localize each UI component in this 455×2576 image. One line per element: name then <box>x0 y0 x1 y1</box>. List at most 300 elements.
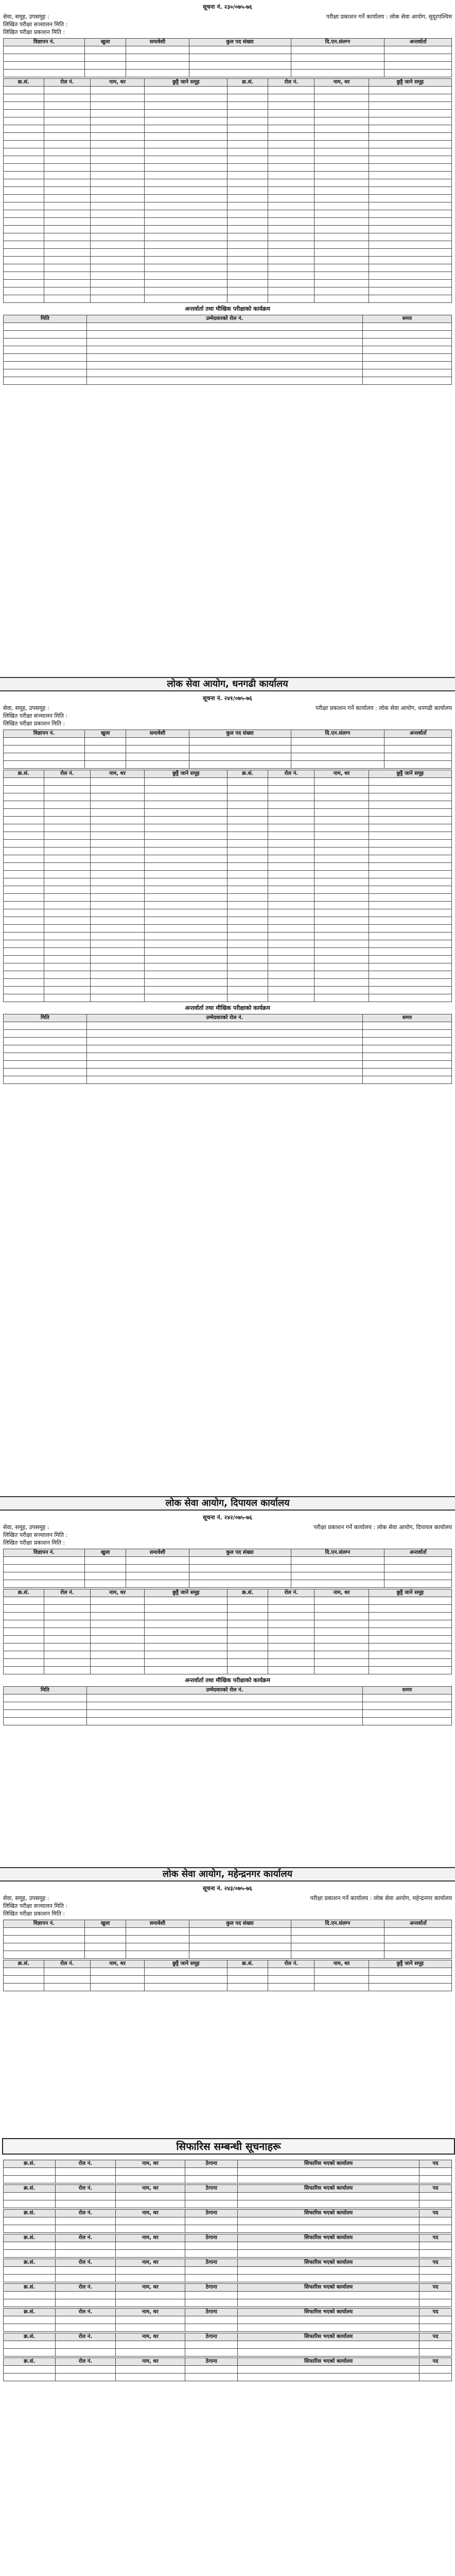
recommendation-cell <box>56 2349 115 2357</box>
table-cell <box>145 886 227 894</box>
recommendation-header-cell: क्र.सं. <box>4 2210 56 2217</box>
table-cell <box>369 110 451 117</box>
table-cell <box>145 94 227 102</box>
table-cell <box>369 125 451 133</box>
recommendation-cell <box>419 2267 452 2275</box>
schedule-header-cell: मिति <box>4 1687 87 1694</box>
recommendation-header-row <box>4 2333 452 2341</box>
recommendation-cell <box>185 2299 238 2307</box>
table-cell <box>44 226 90 233</box>
notice-serial: सूचना नं. २४३/०७५-७६ <box>203 1885 252 1892</box>
recommendation-cell <box>185 2349 238 2357</box>
table-cell <box>90 125 144 133</box>
table-cell <box>4 187 44 195</box>
table-cell <box>4 956 44 963</box>
summary-header-cell: अन्तर्वार्ता <box>384 1920 452 1928</box>
table-cell <box>268 786 314 793</box>
table-row <box>4 1976 452 1984</box>
candidate-header-cell: नाम, थर <box>90 1589 144 1597</box>
summary-cell <box>126 1928 189 1936</box>
table-cell <box>369 1605 451 1613</box>
schedule-cell <box>362 1022 451 1030</box>
summary-header-cell: खुला <box>84 730 126 738</box>
summary-cell <box>189 46 291 54</box>
table-cell <box>227 102 268 110</box>
summary-cell <box>126 753 189 761</box>
table-cell <box>145 1667 227 1674</box>
recommendation-cell <box>419 2349 452 2357</box>
recommendation-header-cell: ठेगाना <box>185 2358 238 2366</box>
summary-cell <box>291 1936 384 1943</box>
recommendation-cell <box>4 2374 56 2381</box>
recommendation-cell <box>56 2200 115 2208</box>
table-cell <box>227 1659 268 1667</box>
recommendation-header-cell: ठेगाना <box>185 2309 238 2316</box>
table-cell <box>145 878 227 886</box>
table-cell <box>314 1605 369 1613</box>
table-cell <box>145 832 227 840</box>
table-cell <box>227 117 268 125</box>
table-cell <box>369 117 451 125</box>
recommendation-header-cell: नाम, थर <box>115 2284 185 2292</box>
recommendation-header-cell: क्र.सं. <box>4 2234 56 2242</box>
table-cell <box>369 264 451 272</box>
table-cell <box>4 801 44 809</box>
table-cell <box>314 994 369 1002</box>
schedule-cell <box>4 1053 87 1061</box>
table-cell <box>145 287 227 295</box>
header-left: लिखित परीक्षा सञ्चालन मिति : <box>3 21 68 28</box>
schedule-cell <box>362 362 451 369</box>
table-cell <box>4 1636 44 1643</box>
recommendation-row <box>4 2250 452 2258</box>
table-cell <box>268 272 314 280</box>
candidate-header-cell: रोल नं. <box>44 770 90 778</box>
table-cell <box>268 133 314 141</box>
candidate-header-cell: क्र.सं. <box>4 1589 44 1597</box>
schedule-cell <box>362 1030 451 1038</box>
recommendation-header-row <box>4 2259 452 2267</box>
table-cell <box>369 832 451 840</box>
table-cell <box>4 280 44 287</box>
table-cell <box>145 971 227 979</box>
table-cell <box>90 141 144 148</box>
summary-cell <box>126 745 189 753</box>
summary-cell <box>291 1951 384 1959</box>
summary-cell <box>384 1557 452 1565</box>
table-row <box>4 809 452 817</box>
header-left: लिखित परीक्षा सञ्चालन मिति : <box>3 713 68 719</box>
table-cell <box>90 164 144 172</box>
recommendation-header-cell: पद <box>419 2185 452 2193</box>
table-cell <box>227 148 268 156</box>
summary-header-cell: दि.एन.संलग्न <box>291 730 384 738</box>
recommendation-table <box>3 2283 452 2307</box>
summary-table <box>3 1920 452 1959</box>
table-cell <box>369 287 451 295</box>
table-cell <box>44 133 90 141</box>
summary-cell <box>4 1572 85 1580</box>
table-cell <box>44 786 90 793</box>
table-cell <box>369 1613 451 1620</box>
recommendation-cell <box>238 2168 419 2176</box>
table-row <box>4 117 452 125</box>
table-cell <box>227 164 268 172</box>
table-cell <box>4 172 44 179</box>
recommendation-header-cell: ठेगाना <box>185 2234 238 2242</box>
header-row <box>3 704 452 712</box>
summary-cell <box>126 1936 189 1943</box>
table-cell <box>314 840 369 848</box>
table-cell <box>227 280 268 287</box>
recommendation-row <box>4 2275 452 2282</box>
table-row <box>4 125 452 133</box>
table-cell <box>145 87 227 94</box>
table-cell <box>227 1613 268 1620</box>
table-cell <box>44 87 90 94</box>
table-cell <box>90 102 144 110</box>
table-cell <box>145 1597 227 1605</box>
table-cell <box>314 1968 369 1976</box>
table-row <box>4 832 452 840</box>
recommendation-cell <box>238 2299 419 2307</box>
table-cell <box>369 933 451 940</box>
table-cell <box>44 940 90 948</box>
table-cell <box>268 956 314 963</box>
schedule-row <box>4 1710 452 1718</box>
table-cell <box>44 1667 90 1674</box>
recommendation-header-cell: नाम, थर <box>115 2259 185 2267</box>
table-cell <box>44 241 90 249</box>
table-cell <box>90 202 144 210</box>
table-cell <box>145 1605 227 1613</box>
table-cell <box>4 226 44 233</box>
table-cell <box>227 1976 268 1984</box>
schedule-cell <box>4 1030 87 1038</box>
table-cell <box>314 793 369 801</box>
schedule-cell <box>86 1030 362 1038</box>
table-cell <box>145 871 227 878</box>
table-cell <box>314 249 369 257</box>
summary-cell <box>384 1928 452 1936</box>
table-cell <box>4 809 44 817</box>
table-cell <box>4 210 44 218</box>
table-cell <box>314 902 369 909</box>
table-cell <box>90 280 144 287</box>
recommendation-cell <box>419 2168 452 2176</box>
recommendation-cell <box>419 2292 452 2299</box>
table-cell <box>90 940 144 948</box>
table-row <box>4 233 452 241</box>
table-cell <box>227 295 268 303</box>
schedule-cell <box>362 1702 451 1710</box>
table-cell <box>268 257 314 264</box>
table-cell <box>44 1643 90 1651</box>
table-row <box>4 855 452 863</box>
summary-row <box>4 1557 452 1565</box>
table-cell <box>90 886 144 894</box>
summary-cell <box>84 1936 126 1943</box>
header-row <box>3 1539 452 1547</box>
table-cell <box>268 832 314 840</box>
summary-cell <box>4 1943 85 1951</box>
recommendation-header-cell: क्र.सं. <box>4 2333 56 2341</box>
table-cell <box>90 956 144 963</box>
schedule-cell <box>86 362 362 369</box>
recommendation-cell <box>419 2341 452 2349</box>
table-cell <box>44 956 90 963</box>
table-cell <box>227 948 268 956</box>
recommendation-header-cell: सिफारिस भएको कार्यालय <box>238 2309 419 2316</box>
header-left: लिखित परीक्षा सञ्चालन मिति : <box>3 1532 68 1538</box>
summary-cell <box>4 54 85 62</box>
table-row <box>4 1605 452 1613</box>
summary-header-cell: अन्तर्वार्ता <box>384 39 452 46</box>
table-cell <box>314 1659 369 1667</box>
table-cell <box>314 148 369 156</box>
table-cell <box>44 287 90 295</box>
schedule-cell <box>86 1076 362 1084</box>
table-cell <box>145 1968 227 1976</box>
table-cell <box>268 971 314 979</box>
table-cell <box>314 141 369 148</box>
recommendation-cell <box>185 2225 238 2233</box>
table-row <box>4 110 452 117</box>
table-cell <box>44 871 90 878</box>
recommendation-table <box>3 2358 452 2381</box>
table-row <box>4 940 452 948</box>
table-cell <box>145 1643 227 1651</box>
schedule-cell <box>362 323 451 331</box>
table-cell <box>4 902 44 909</box>
notice-section <box>0 2 455 386</box>
recommendation-header-cell: क्र.सं. <box>4 2284 56 2292</box>
table-cell <box>369 778 451 786</box>
table-cell <box>314 1667 369 1674</box>
summary-row <box>4 1936 452 1943</box>
schedule-cell <box>4 362 87 369</box>
table-cell <box>369 824 451 832</box>
summary-header-cell: समावेशी <box>126 1920 189 1928</box>
table-cell <box>227 272 268 280</box>
recommendation-cell <box>115 2168 185 2176</box>
table-cell <box>227 1643 268 1651</box>
table-cell <box>4 102 44 110</box>
candidate-header-cell: क्र.सं. <box>4 770 44 778</box>
header-right: परीक्षा प्रकाशन गर्ने कार्यालय : लोक सेवा आयोग, धनगढी कार्यालय <box>315 705 452 711</box>
table-row <box>4 948 452 956</box>
table-cell <box>90 848 144 855</box>
table-cell <box>44 164 90 172</box>
table-cell <box>145 179 227 187</box>
summary-header-cell: दि.एन.संलग्न <box>291 39 384 46</box>
header-left: सेवा, समूह, उपसमूह : <box>3 705 49 711</box>
recommendation-cell <box>56 2242 115 2250</box>
table-cell <box>314 287 369 295</box>
recommendation-table <box>3 2259 452 2282</box>
schedule-row <box>4 1718 452 1725</box>
table-cell <box>268 909 314 917</box>
office-title: लोक सेवा आयोग, धनगढी कार्यालय <box>0 677 455 691</box>
summary-cell <box>384 738 452 745</box>
recommendation-cell <box>115 2299 185 2307</box>
table-cell <box>369 809 451 817</box>
summary-cell <box>4 761 85 769</box>
table-cell <box>227 218 268 226</box>
table-cell <box>268 226 314 233</box>
table-row <box>4 971 452 979</box>
table-cell <box>268 1613 314 1620</box>
summary-cell <box>291 62 384 70</box>
summary-cell <box>84 70 126 77</box>
recommendation-cell <box>238 2349 419 2357</box>
candidate-header-cell: रोल नं. <box>268 1589 314 1597</box>
notice-section <box>0 675 455 1085</box>
recommendation-cell <box>115 2324 185 2332</box>
schedule-row <box>4 1702 452 1710</box>
recommendation-header-cell: नाम, थर <box>115 2333 185 2341</box>
schedule-cell <box>4 1702 87 1710</box>
table-cell <box>268 963 314 971</box>
table-cell <box>227 172 268 179</box>
table-cell <box>90 1597 144 1605</box>
table-row <box>4 148 452 156</box>
candidate-header-cell: छुट्टै जाने समूह <box>145 770 227 778</box>
table-cell <box>369 902 451 909</box>
schedule-cell <box>362 1718 451 1725</box>
table-cell <box>369 909 451 917</box>
table-cell <box>90 133 144 141</box>
summary-cell <box>384 745 452 753</box>
summary-cell <box>291 1572 384 1580</box>
summary-cell <box>189 738 291 745</box>
summary-cell <box>126 1557 189 1565</box>
table-cell <box>90 863 144 871</box>
table-cell <box>369 1968 451 1976</box>
summary-row <box>4 1943 452 1951</box>
table-cell <box>44 249 90 257</box>
summary-cell <box>291 761 384 769</box>
recommendation-row <box>4 2176 452 2183</box>
header-left: लिखित परीक्षा प्रकाशन मिति : <box>3 29 65 36</box>
table-cell <box>369 793 451 801</box>
table-row <box>4 871 452 878</box>
table-cell <box>145 218 227 226</box>
table-cell <box>90 1659 144 1667</box>
table-cell <box>369 994 451 1002</box>
recommendation-cell <box>115 2242 185 2250</box>
table-cell <box>227 855 268 863</box>
recommendation-cell <box>419 2324 452 2332</box>
recommendation-cell <box>115 2176 185 2183</box>
recommendation-header-cell: रोल नं. <box>56 2284 115 2292</box>
table-cell <box>145 917 227 925</box>
table-cell <box>4 241 44 249</box>
table-cell <box>227 801 268 809</box>
table-cell <box>4 994 44 1002</box>
summary-cell <box>189 1943 291 1951</box>
summary-cell <box>384 1580 452 1588</box>
summary-cell <box>189 753 291 761</box>
table-cell <box>369 295 451 303</box>
header-right: परीक्षा प्रकाशन गर्ने कार्यालय : लोक सेवा आयोग, सुदूरपश्चिम <box>326 13 452 20</box>
recommendation-row <box>4 2299 452 2307</box>
header-left: लिखित परीक्षा प्रकाशन मिति : <box>3 1539 65 1546</box>
table-cell <box>4 94 44 102</box>
candidate-header-cell: छुट्टै जाने समूह <box>145 1589 227 1597</box>
table-cell <box>44 817 90 824</box>
recommendation-table <box>3 2333 452 2357</box>
schedule-row <box>4 377 452 385</box>
summary-cell <box>384 1943 452 1951</box>
table-cell <box>369 855 451 863</box>
table-cell <box>369 102 451 110</box>
table-cell <box>314 102 369 110</box>
schedule-cell <box>362 1694 451 1702</box>
table-cell <box>90 249 144 257</box>
table-cell <box>44 1651 90 1659</box>
schedule-cell <box>86 1038 362 1045</box>
table-cell <box>369 894 451 902</box>
table-cell <box>145 1976 227 1984</box>
table-cell <box>369 979 451 987</box>
recommendation-row <box>4 2225 452 2233</box>
summary-cell <box>84 1951 126 1959</box>
candidate-header-cell: रोल नं. <box>268 79 314 87</box>
table-cell <box>369 956 451 963</box>
summary-header-cell: कुल पद संख्या <box>189 1549 291 1557</box>
table-cell <box>44 832 90 840</box>
schedule-cell <box>362 1069 451 1076</box>
summary-table <box>3 730 452 769</box>
table-cell <box>90 218 144 226</box>
table-cell <box>314 871 369 878</box>
recommendation-cell <box>185 2316 238 2324</box>
recommendation-header-cell: रोल नं. <box>56 2333 115 2341</box>
table-cell <box>90 832 144 840</box>
notice-serial: सूचना नं. २४२/०७५-७६ <box>203 1514 252 1521</box>
table-cell <box>145 925 227 933</box>
schedule-cell <box>4 338 87 346</box>
recommendation-header-cell: रोल नं. <box>56 2160 115 2168</box>
table-cell <box>268 902 314 909</box>
schedule-row <box>4 354 452 362</box>
table-row <box>4 963 452 971</box>
recommendation-cell <box>4 2168 56 2176</box>
table-cell <box>4 156 44 164</box>
schedule-title: अन्तर्वार्ता तथा मौखिक परीक्षाको कार्यक्रम <box>185 306 270 312</box>
recommendation-header-cell: सिफारिस भएको कार्यालय <box>238 2358 419 2366</box>
table-cell <box>90 172 144 179</box>
recommendation-cell <box>56 2275 115 2282</box>
table-row <box>4 886 452 894</box>
recommendation-cell <box>56 2176 115 2183</box>
table-cell <box>4 1651 44 1659</box>
summary-row <box>4 1580 452 1588</box>
table-cell <box>314 264 369 272</box>
table-cell <box>369 1984 451 1991</box>
summary-cell <box>384 1936 452 1943</box>
candidate-header-cell: छुट्टै जाने समूह <box>369 1589 451 1597</box>
table-cell <box>314 832 369 840</box>
table-cell <box>268 102 314 110</box>
table-cell <box>314 226 369 233</box>
recommendation-cell <box>115 2193 185 2200</box>
table-cell <box>369 917 451 925</box>
table-cell <box>227 809 268 817</box>
office-title: लोक सेवा आयोग, महेन्द्रनगर कार्यालय <box>0 1867 455 1882</box>
summary-header-cell: कुल पद संख्या <box>189 1920 291 1928</box>
